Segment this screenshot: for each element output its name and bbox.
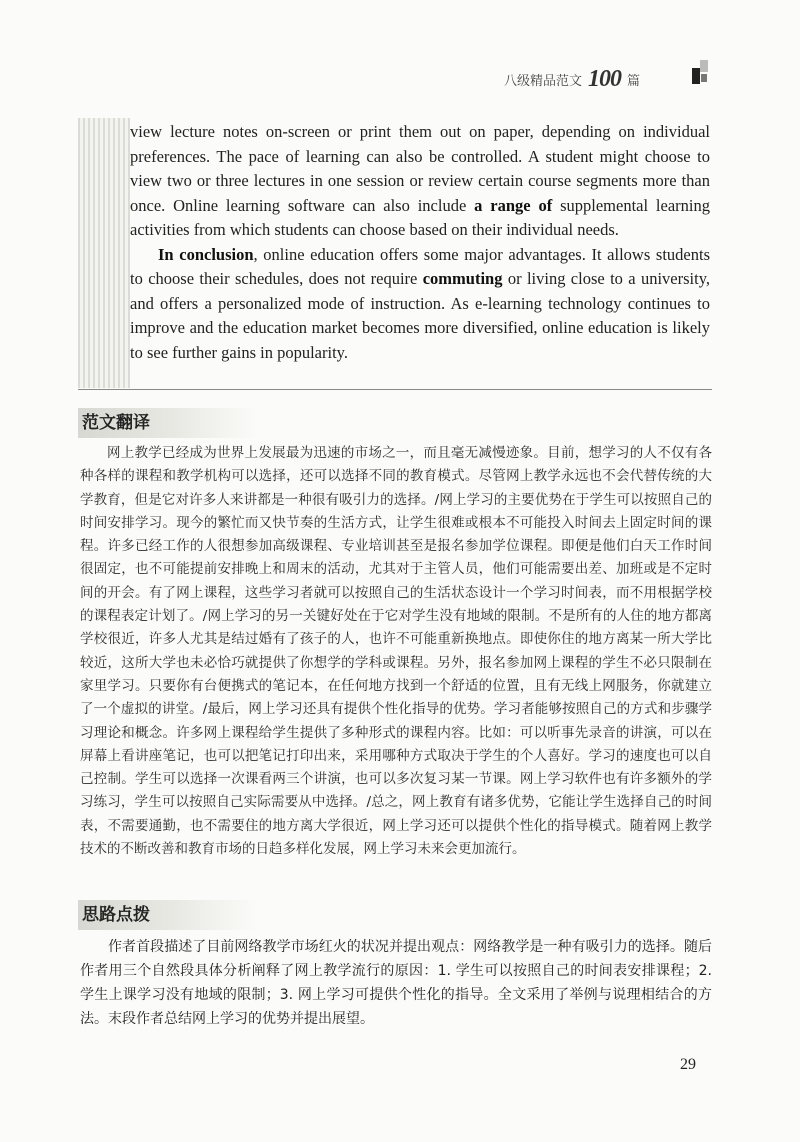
header-number: 100 xyxy=(588,65,622,92)
running-header xyxy=(504,62,714,96)
vocab-highlight: In conclusion xyxy=(158,244,254,264)
english-essay-block xyxy=(78,118,712,388)
translation-heading: 范文翻译 xyxy=(78,408,258,438)
translation-body: 网上教学已经成为世界上发展最为迅速的市场之一，而且毫无减慢迹象。目前，想学习的人不仅有各种各样的课程和教学机构可以选择，还可以选择不同的教育模式。尽管网上教学永远也不会代替传统的大学教育，但是它对许多人来讲都是一种很有吸引力的选择。/网上学习的主要优势在于学生可以按照自己的时间安排学习。现今的繁忙而又快节奏的生活方式，让学生很难或根本不可能投入时间去上固定时间的课程。许多已经工作的人很想参加高级课程、专业培训甚至是报名参加学位课程。即便是他们白天工作时间很固定，也不可能提前安排晚上和周末的活动，尤其对于主管人员，他们可能需要出差、加班或是不定时间的开会。有了网上课程，这些学习者就可以按照自己的生活状态设计一个学习时间表，而不用根据学校的课程表定计划了。/网上学习的另一关键好处在于它对学生没有地域的限制。不是所有的人住的地方都离学校很近，许多人尤其是结过婚有了孩子的人，也许不可能重新换地点。即使你住的地方离某一所大学比较近，这所大学也未必恰巧就提供了你想学的学科或课程。另外，报名参加网上课程的学生不必只限制在家里学习。只要你有台便携式的笔记本，在任何地方找到一个舒适的位置，且有无线上网服务，你就建立了一个虚拟的讲堂。/最后，网上学习还具有提供个性化指导的优势。学习者能够按照自己的方式和步骤学习理论和概念。许多网上课程给学生提供了多种形式的课程内容。比如：可以听事先录音的讲演，可以在屏幕上看讲座笔记，也可以把笔记打印出来，采用哪种方式取决于学生的个人喜好。学习的速度也可以自己控制。学生可以选择一次课看两三个讲演，也可以多次复习某一节课。网上学习软件也有许多额外的学习练习，学生可以按照自己实际需要从中选择。/总之，网上教育有诸多优势，它能让学生选择自己的时间表，不需要通勤，也不需要住的地方离大学很近，网上学习还可以提供个性化的指导模式。随着网上教学技术的不断改善和教育市场的日趋多样化发展，网上学习未来会更加流行。 xyxy=(80,445,712,858)
margin-stripe-decoration xyxy=(78,118,130,388)
english-paragraph-2: In conclusion, online education offers some major advantages. It allows students to choose their schedules, does not require commuting or living close to a university, and offers a personalized mode of instruction. As e-learning technology continues to improve and the education market becomes more diversified, online education is likely to see further gains in popularity. xyxy=(130,244,710,362)
english-essay-text xyxy=(130,120,710,365)
analysis-body: 作者首段描述了目前网络教学市场红火的状况并提出观点：网络教学是一种有吸引力的选择。随后作者用三个自然段具体分析阐释了网上教学流行的原因：1. 学生可以按照自己的时间表安排课程；2. 学生上课学习没有地域的限制；3. 网上学习可提供个性化的指导。全文采用了举例与说理相结合的方法。末段作者总结网上学习的优势并提出展望。 xyxy=(80,939,712,1027)
header-suffix: 篇 xyxy=(627,73,641,89)
page-number: 29 xyxy=(680,1056,696,1073)
analysis-heading: 思路点拨 xyxy=(78,900,258,930)
vocab-highlight: a range of xyxy=(474,195,553,215)
section-divider xyxy=(78,389,712,390)
vocab-highlight: commuting xyxy=(422,269,503,288)
corner-block-decoration xyxy=(692,58,708,90)
header-book-title: 八级精品范文 xyxy=(504,73,583,89)
english-paragraph-1: view lecture notes on-screen or print them out on paper, depending on individual preferences. The pace of learning can also be controlled. A student might choose to view two or three lectures in one session or review certain course segments more than once. Online learning software can also include a range of supplemental learning activities from which students can choose based on their individual needs. xyxy=(130,122,710,239)
